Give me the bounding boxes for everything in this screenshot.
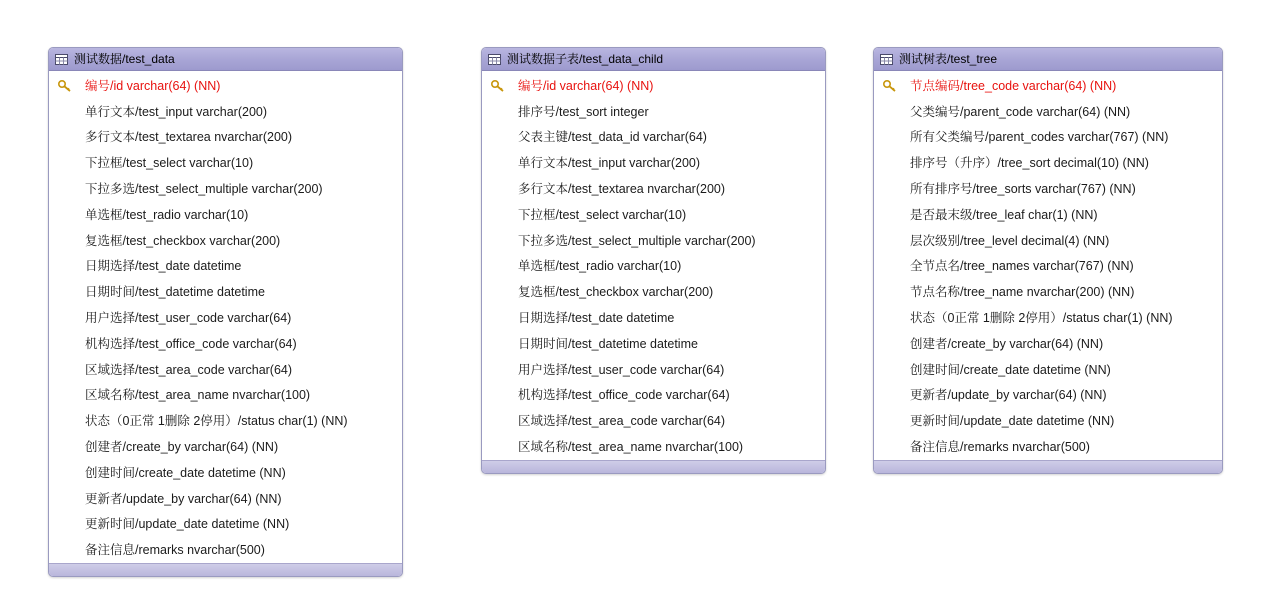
key-slot: [880, 80, 910, 92]
entity-table[interactable]: [48, 47, 403, 577]
key-icon: [58, 80, 72, 92]
field-label: 编号/id varchar(64) (NN): [85, 78, 221, 93]
field-row[interactable]: [49, 460, 402, 486]
field-row[interactable]: [874, 383, 1222, 409]
field-row[interactable]: [49, 254, 402, 280]
field-row[interactable]: [874, 408, 1222, 434]
field-row[interactable]: [482, 125, 825, 151]
field-label: 更新时间/update_date datetime (NN): [85, 517, 290, 532]
field-label: 下拉框/test_select varchar(10): [85, 156, 254, 171]
field-label: 状态（0正常 1删除 2停用）/status char(1) (NN): [85, 414, 348, 429]
field-row[interactable]: [874, 73, 1222, 99]
field-row[interactable]: [482, 99, 825, 125]
field-row[interactable]: [49, 512, 402, 538]
field-label: 日期时间/test_datetime datetime: [85, 285, 265, 300]
field-label: 创建者/create_by varchar(64) (NN): [910, 336, 1104, 351]
field-label: 层次级别/tree_level decimal(4) (NN): [910, 233, 1110, 248]
entity-field-list: [874, 71, 1222, 460]
field-label: 备注信息/remarks nvarchar(500): [910, 440, 1090, 455]
field-row[interactable]: [49, 202, 402, 228]
field-row[interactable]: [874, 279, 1222, 305]
field-row[interactable]: [49, 228, 402, 254]
field-row[interactable]: [482, 434, 825, 460]
field-label: 日期选择/test_date datetime: [85, 259, 242, 274]
field-label: 所有排序号/tree_sorts varchar(767) (NN): [910, 182, 1136, 197]
field-row[interactable]: [49, 99, 402, 125]
field-label: 排序号/test_sort integer: [518, 104, 649, 119]
entity-table[interactable]: [481, 47, 826, 474]
field-label: 父表主键/test_data_id varchar(64): [518, 130, 707, 145]
key-icon: [491, 80, 505, 92]
field-row[interactable]: [482, 383, 825, 409]
field-row[interactable]: [482, 254, 825, 280]
field-label: 创建时间/create_date datetime (NN): [910, 362, 1111, 377]
field-row[interactable]: [49, 408, 402, 434]
field-label: 下拉多选/test_select_multiple varchar(200): [518, 233, 756, 248]
field-row[interactable]: [482, 305, 825, 331]
field-label: 复选框/test_checkbox varchar(200): [518, 285, 714, 300]
field-row[interactable]: [49, 150, 402, 176]
field-row[interactable]: [49, 434, 402, 460]
field-label: 日期时间/test_datetime datetime: [518, 336, 698, 351]
field-row[interactable]: [49, 486, 402, 512]
key-icon: [883, 80, 897, 92]
entity-footer: [482, 460, 825, 473]
field-label: 下拉多选/test_select_multiple varchar(200): [85, 182, 323, 197]
field-row[interactable]: [49, 279, 402, 305]
field-label: 创建时间/create_date datetime (NN): [85, 465, 286, 480]
entity-field-list: [49, 71, 402, 563]
field-row[interactable]: [482, 279, 825, 305]
field-label: 创建者/create_by varchar(64) (NN): [85, 440, 279, 455]
field-row[interactable]: [874, 202, 1222, 228]
field-label: 备注信息/remarks nvarchar(500): [85, 543, 265, 558]
field-label: 状态（0正常 1删除 2停用）/status char(1) (NN): [910, 311, 1173, 326]
field-label: 区域名称/test_area_name nvarchar(100): [518, 440, 744, 455]
field-row[interactable]: [49, 305, 402, 331]
field-label: 单行文本/test_input varchar(200): [85, 104, 268, 119]
entity-field-list: [482, 71, 825, 460]
entity-title: 测试数据/test_data: [74, 51, 175, 66]
field-row[interactable]: [49, 125, 402, 151]
field-label: 机构选择/test_office_code varchar(64): [85, 336, 297, 351]
field-row[interactable]: [874, 125, 1222, 151]
field-label: 父类编号/parent_code varchar(64) (NN): [910, 104, 1131, 119]
field-row[interactable]: [482, 357, 825, 383]
field-row[interactable]: [49, 537, 402, 563]
field-row[interactable]: [874, 357, 1222, 383]
field-row[interactable]: [874, 176, 1222, 202]
field-label: 区域名称/test_area_name nvarchar(100): [85, 388, 311, 403]
field-row[interactable]: [482, 408, 825, 434]
field-row[interactable]: [49, 383, 402, 409]
field-row[interactable]: [482, 150, 825, 176]
field-label: 下拉框/test_select varchar(10): [518, 207, 687, 222]
field-label: 编号/id varchar(64) (NN): [518, 78, 654, 93]
field-label: 用户选择/test_user_code varchar(64): [518, 362, 725, 377]
field-label: 用户选择/test_user_code varchar(64): [85, 311, 292, 326]
entity-table[interactable]: [873, 47, 1223, 474]
field-label: 复选框/test_checkbox varchar(200): [85, 233, 281, 248]
field-label: 节点名称/tree_name nvarchar(200) (NN): [910, 285, 1135, 300]
field-label: 排序号（升序）/tree_sort decimal(10) (NN): [910, 156, 1149, 171]
field-label: 日期选择/test_date datetime: [518, 311, 675, 326]
field-row[interactable]: [482, 331, 825, 357]
key-slot: [55, 80, 85, 92]
field-row[interactable]: [49, 357, 402, 383]
field-label: 更新时间/update_date datetime (NN): [910, 414, 1115, 429]
field-row[interactable]: [482, 202, 825, 228]
field-row[interactable]: [874, 305, 1222, 331]
field-label: 多行文本/test_textarea nvarchar(200): [85, 130, 293, 145]
entity-title: 测试数据子表/test_data_child: [507, 51, 664, 66]
table-icon: [55, 54, 68, 65]
entity-title: 测试树表/test_tree: [899, 51, 998, 66]
field-label: 全节点名/tree_names varchar(767) (NN): [910, 259, 1134, 274]
field-label: 更新者/update_by varchar(64) (NN): [910, 388, 1107, 403]
field-label: 是否最末级/tree_leaf char(1) (NN): [910, 207, 1098, 222]
field-row[interactable]: [874, 99, 1222, 125]
field-row[interactable]: [874, 228, 1222, 254]
table-icon: [488, 54, 501, 65]
entity-header[interactable]: [874, 48, 1222, 71]
field-row[interactable]: [874, 331, 1222, 357]
key-slot: [488, 80, 518, 92]
table-icon: [880, 54, 893, 65]
field-row[interactable]: [874, 254, 1222, 280]
field-row[interactable]: [874, 150, 1222, 176]
entity-header[interactable]: [482, 48, 825, 71]
field-label: 更新者/update_by varchar(64) (NN): [85, 491, 282, 506]
field-label: 区域选择/test_area_code varchar(64): [85, 362, 293, 377]
field-row[interactable]: [482, 73, 825, 99]
field-label: 单选框/test_radio varchar(10): [518, 259, 682, 274]
entity-header[interactable]: [49, 48, 402, 71]
field-label: 区域选择/test_area_code varchar(64): [518, 414, 726, 429]
field-row[interactable]: [482, 176, 825, 202]
field-row[interactable]: [482, 228, 825, 254]
field-label: 机构选择/test_office_code varchar(64): [518, 388, 730, 403]
entity-footer: [874, 460, 1222, 473]
entity-footer: [49, 563, 402, 576]
field-row[interactable]: [49, 73, 402, 99]
field-label: 多行文本/test_textarea nvarchar(200): [518, 182, 726, 197]
field-label: 节点编码/tree_code varchar(64) (NN): [910, 78, 1117, 93]
field-row[interactable]: [49, 331, 402, 357]
field-row[interactable]: [874, 434, 1222, 460]
field-label: 所有父类编号/parent_codes varchar(767) (NN): [910, 130, 1169, 145]
field-label: 单行文本/test_input varchar(200): [518, 156, 701, 171]
field-row[interactable]: [49, 176, 402, 202]
field-label: 单选框/test_radio varchar(10): [85, 207, 249, 222]
